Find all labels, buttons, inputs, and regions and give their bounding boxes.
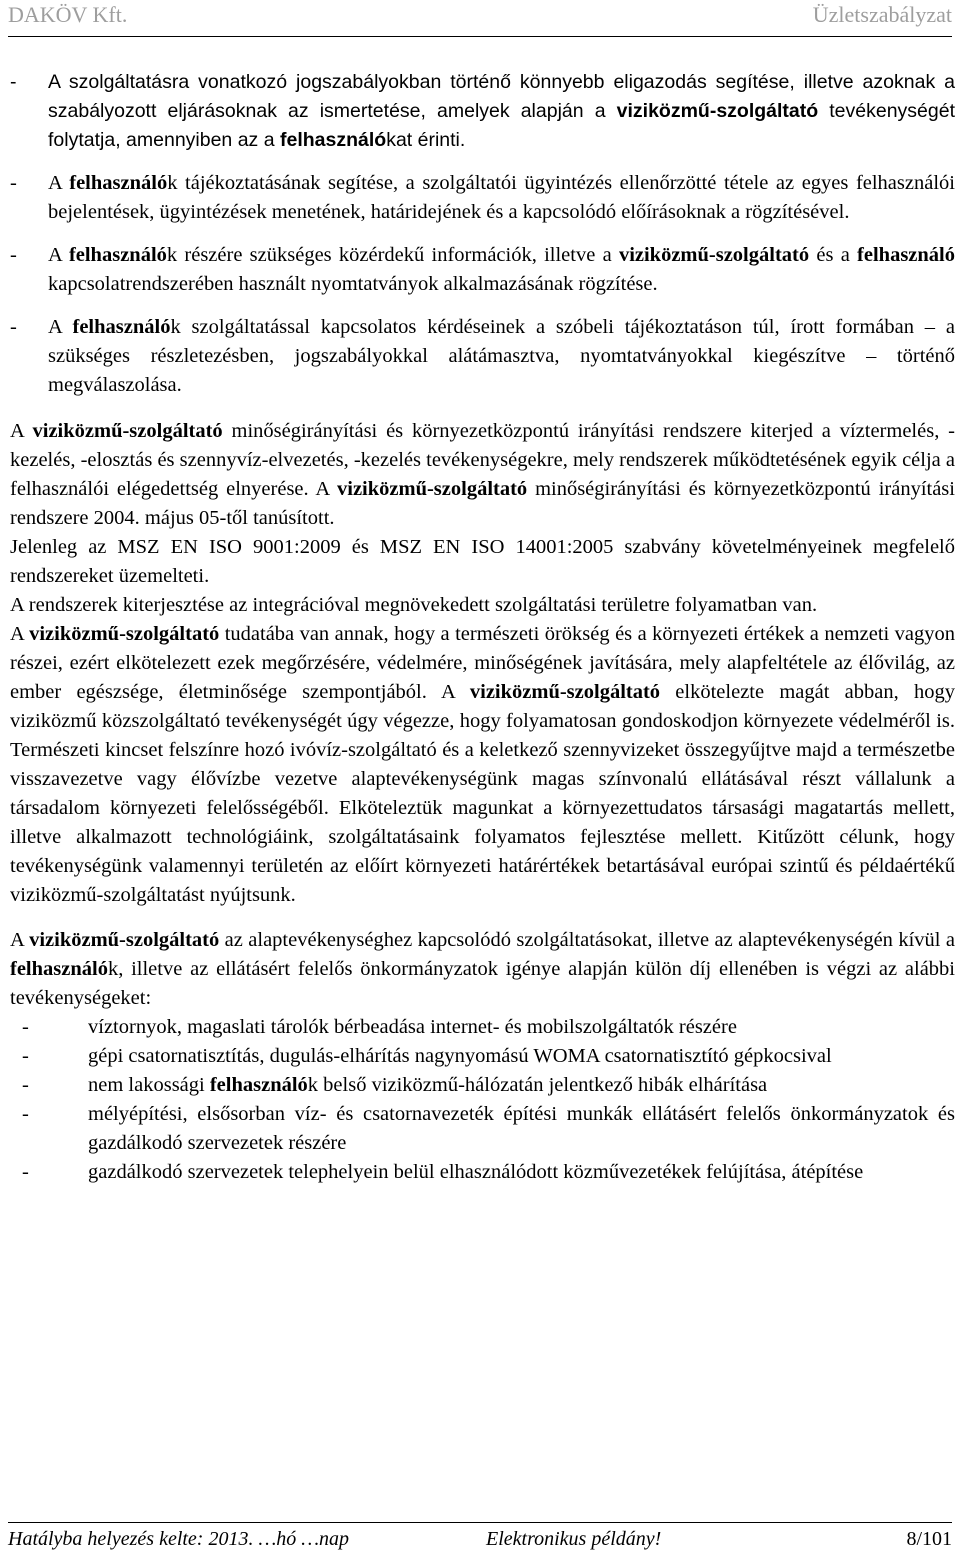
text-run: A bbox=[48, 244, 69, 266]
text-run: kat érinti. bbox=[386, 129, 466, 151]
header-doc-title: Üzletszabályzat bbox=[812, 2, 952, 27]
bullet-dash: - bbox=[10, 244, 17, 266]
text-run: A bbox=[48, 172, 70, 194]
paragraph-quality-system bbox=[10, 417, 955, 533]
bullet-dash: - bbox=[10, 71, 17, 93]
text-run: A bbox=[10, 929, 30, 951]
text-run: A rendszerek kiterjesztése az integrációval megnövekedett szolgáltatási területre folyamatban van. bbox=[10, 594, 818, 616]
bold-term: viziközmű-szolgáltató bbox=[29, 929, 220, 951]
text-run: k tájékoztatásának segítése, a szolgáltatói ügyintézés ellenőrzötté tétele az egyes felhasználói bejelentések, ügyintézések menetének, határidejének és a kapcsolódó előírásoknak a rögzítésével. bbox=[48, 172, 955, 223]
footer-copy-note: Elektronikus példány! bbox=[486, 1528, 662, 1550]
text-run: k, illetve az ellátásért felelős önkormányzatok igénye alapján külön díj ellenében is végzi az alábbi tevékenységeket: bbox=[10, 958, 955, 1009]
bold-term: viziközmű-szolgáltató bbox=[469, 681, 661, 703]
text-run: A szolgáltatásra vonatkozó jogszabályokban történő könnyebb eligazodás segítése, illetve azoknak a szabályozott eljárásoknak az ismertetése, amelyek alapján a bbox=[48, 71, 955, 122]
text-run: elkötelezte magát abban, hogy viziközmű közszolgáltató tevékenységét úgy végezze, hogy folyamatosan gondoskodjon környezete védelméről is. Természeti kincset felszínre hozó ivóvíz-szolgáltató és a keletkező szennyvizeket összegyűjtve majd a természetbe visszavezetve vagy élővízbe vezetve alaptevékenységünk magas színvonalú ellátásával részt vállalunk a társadalom környezeti felelősségéből. Elköteleztük magunkat a környezettudatos társasági magatartás mellett, illetve alkalmazott technológiáink, szolgáltatásaink folyamatos fejlesztése mellett. Kitűzött célunk, hogy tevékenységünk valamennyi területén az előírt környezeti határértékek betartásával európai szintű és példaértékű viziközmű-szolgáltatást nyújtsunk. bbox=[10, 681, 955, 906]
text-run: k szolgáltatással kapcsolatos kérdéseinek a szóbeli tájékoztatáson túl, írott formában – a szükséges részletezésben, jogszabályokkal alátámasztva, nyomtatványokkal kiegészítve – történő megválaszolása. bbox=[48, 316, 955, 396]
text-run: az alaptevékenységhez kapcsolódó szolgáltatásokat, illetve az alaptevékenységén kívül a bbox=[219, 929, 955, 951]
top-bullet-list bbox=[10, 68, 955, 400]
text-run: A bbox=[10, 623, 30, 645]
text-run: A bbox=[10, 420, 33, 442]
text-run: nem lakossági bbox=[88, 1074, 210, 1096]
bold-term: viziközmű-szolgáltató bbox=[337, 478, 528, 500]
text-run: kapcsolatrendszerében használt nyomtatványok alkalmazásának rögzítése. bbox=[48, 273, 658, 295]
footer-effective-date: Hatályba helyezés kelte: 2013. …hó …nap bbox=[8, 1528, 350, 1550]
bullet-dash: - bbox=[10, 172, 17, 194]
bullet-dash: - bbox=[10, 316, 17, 338]
bold-term: viziközmű-szolgáltató bbox=[616, 100, 819, 122]
page-header bbox=[8, 0, 952, 37]
paragraph-extension bbox=[10, 591, 955, 620]
bold-term: viziközmű-szolgáltató bbox=[618, 244, 810, 266]
service-item bbox=[10, 1042, 955, 1071]
bullet-dash: - bbox=[22, 1074, 29, 1096]
text-run: Jelenleg az MSZ EN ISO 9001:2009 és MSZ EN ISO 14001:2005 szabvány követelményeinek megfelelő rendszereket üzemelteti. bbox=[10, 536, 955, 587]
text-run: k részére szükséges közérdekű információk, illetve a bbox=[166, 244, 619, 266]
bullet-item bbox=[10, 241, 955, 299]
paragraph-environment bbox=[10, 620, 955, 910]
bullet-item bbox=[10, 313, 955, 400]
bold-term: felhasználó bbox=[69, 172, 168, 194]
text-run: tudatába van annak, hogy a természeti örökség és a környezeti értékek a nemzeti vagyon részei, ezért elkötelezett ezek megőrzésére, védelmére, minőségének javítására, mely alapfeltétele az élővilág, az ember egészsége, életminősége szempontjából. A bbox=[10, 623, 955, 703]
bullet-item bbox=[10, 68, 955, 155]
bold-term: viziközmű-szolgáltató bbox=[32, 420, 223, 442]
text-run: és a bbox=[809, 244, 858, 266]
service-item bbox=[10, 1071, 955, 1100]
paragraph-services-intro bbox=[10, 926, 955, 1013]
bold-term: felhasználó bbox=[209, 1074, 308, 1096]
header-company: DAKÖV Kft. bbox=[8, 2, 128, 27]
bold-term: felhasználó bbox=[857, 244, 955, 266]
text-run: minőségirányítási és környezetközpontú irányítási rendszere 2004. május 05-től tanúsított. bbox=[10, 478, 955, 529]
text-run: minőségirányítási és környezetközpontú irányítási rendszere kiterjed a víztermelés, -kezelés, -elosztás és szennyvíz-elvezetés, -kezelés tevékenységekre, mely rendszerek működtetésének egyik célja a felhasználói elégedettség elnyerése. A bbox=[10, 420, 955, 500]
text-run: k belső viziközmű-hálózatán jelentkező hibák elhárítása bbox=[307, 1074, 768, 1096]
bold-term: felhasználó bbox=[10, 958, 108, 980]
page-footer bbox=[8, 1522, 952, 1551]
bold-term: felhasználó bbox=[279, 129, 387, 151]
text-run: víztornyok, magaslati tárolók bérbeadása internet- és mobilszolgáltatók részére bbox=[88, 1016, 737, 1038]
paragraph-iso-standards bbox=[10, 533, 955, 591]
service-item bbox=[10, 1158, 955, 1187]
bullet-dash: - bbox=[22, 1161, 29, 1183]
text-run: A bbox=[48, 316, 73, 338]
text-run: gépi csatornatisztítás, dugulás-elhárítás nagynyomású WOMA csatornatisztító gépkocsival bbox=[88, 1045, 832, 1067]
service-item bbox=[10, 1013, 955, 1042]
service-item bbox=[10, 1100, 955, 1158]
bold-term: felhasználó bbox=[72, 316, 171, 338]
services-list bbox=[10, 1013, 955, 1187]
bullet-dash: - bbox=[22, 1016, 29, 1038]
text-run: gazdálkodó szervezetek telephelyein belül elhasználódott közművezetékek felújítása, átépítése bbox=[88, 1161, 864, 1183]
bold-term: viziközmű-szolgáltató bbox=[29, 623, 220, 645]
bold-term: felhasználó bbox=[68, 244, 167, 266]
text-run: mélyépítési, elsősorban víz- és csatornavezeték építési munkák ellátásért felelős önkormányzatok és gazdálkodó szervezetek részére bbox=[88, 1103, 955, 1154]
text-run: tevékenységét folytatja, amennyiben az a bbox=[48, 100, 956, 151]
bullet-dash: - bbox=[22, 1045, 29, 1067]
bullet-dash: - bbox=[22, 1103, 29, 1125]
footer-page-number: 8/101 bbox=[906, 1528, 952, 1550]
bullet-item bbox=[10, 169, 955, 227]
page-content bbox=[10, 68, 955, 1187]
